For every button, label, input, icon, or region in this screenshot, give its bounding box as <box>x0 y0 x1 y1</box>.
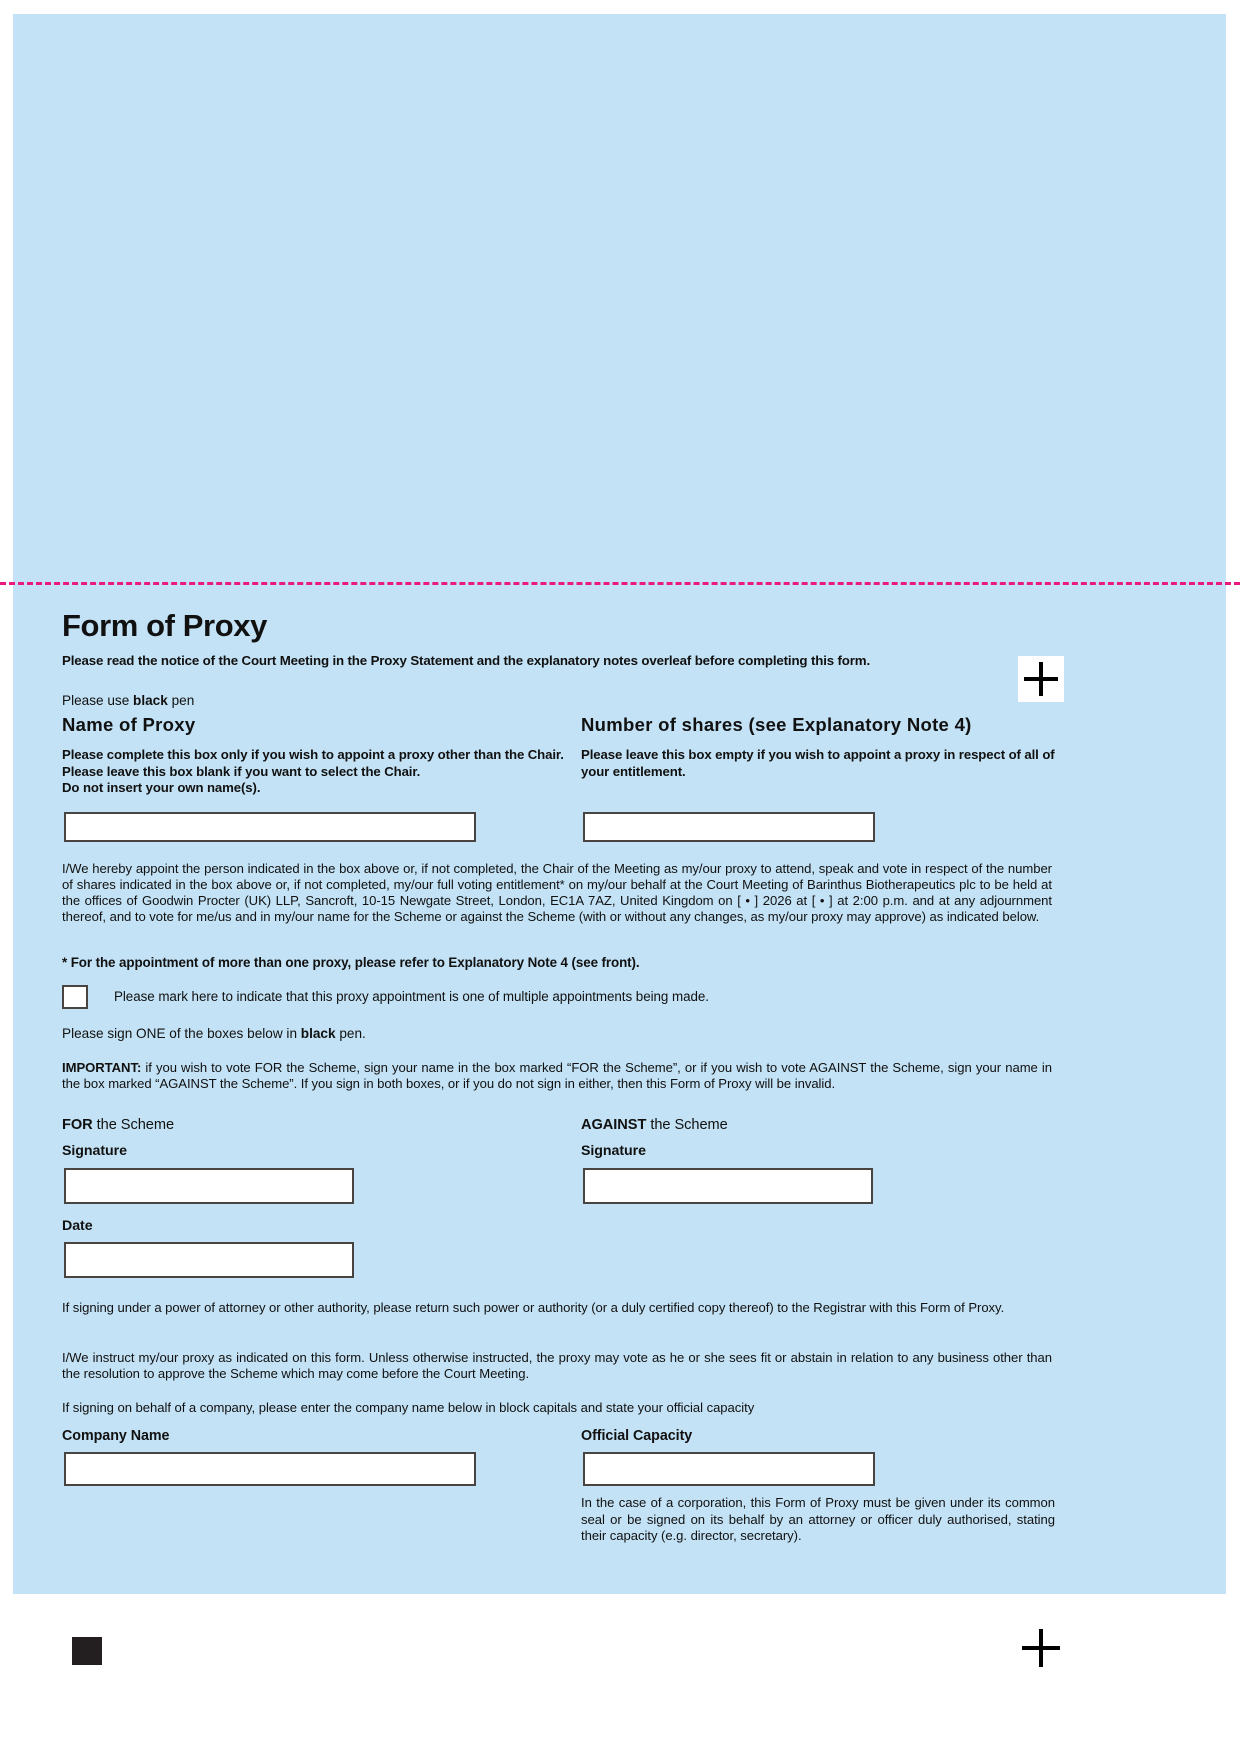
for-scheme-label <box>62 1117 174 1133</box>
name-of-proxy-section <box>62 714 582 797</box>
important-notice-text: if you wish to vote FOR the Scheme, sign your name in the box marked “FOR the Scheme”, or if you wish to vote AGAINST the Scheme, sign your name in the box marked “AGAINST the Scheme”. If you sign in both boxes, or if you do not sign in either, then this Form of Proxy will be invalid. <box>62 1060 1052 1091</box>
against-scheme-signature-input[interactable] <box>583 1168 873 1204</box>
corporation-note: In the case of a corporation, this Form of Proxy must be given under its common seal or be signed on its behalf by an attorney or officer duly authorised, stating their capacity (e.g. director, secretary). <box>581 1495 1055 1543</box>
power-of-attorney-note: If signing under a power of attorney or other authority, please return such power or authority (or a duly certified copy thereof) to the Registrar with this Form of Proxy. <box>62 1300 1005 1315</box>
pen-instruction-bold: black <box>133 693 168 708</box>
against-scheme-signature-label: Signature <box>581 1143 646 1159</box>
multiple-appointments-checkbox[interactable] <box>62 985 88 1009</box>
company-name-label: Company Name <box>62 1428 170 1444</box>
against-scheme-label <box>581 1117 728 1133</box>
important-notice-prefix: IMPORTANT: <box>62 1060 142 1075</box>
multiple-proxy-footnote: * For the appointment of more than one proxy, please refer to Explanatory Note 4 (see front). <box>62 955 640 970</box>
name-of-proxy-hint-line-3: Do not insert your own name(s). <box>62 780 261 795</box>
for-scheme-label-rest: the Scheme <box>92 1117 175 1133</box>
name-of-proxy-heading: Name of Proxy <box>62 714 196 735</box>
name-of-proxy-hints <box>62 747 582 797</box>
proxy-instruction-note: I/We instruct my/our proxy as indicated on this form. Unless otherwise instructed, the proxy may vote as he or she sees fit or abstain in relation to any business other than the resolution to approve the Scheme which may come before the Court Meeting. <box>62 1350 1052 1381</box>
official-capacity-input[interactable] <box>583 1452 875 1486</box>
against-scheme-label-bold: AGAINST <box>581 1117 647 1133</box>
form-subtitle: Please read the notice of the Court Meeting in the Proxy Statement and the explanatory notes overleaf before completing this form. <box>62 653 871 668</box>
name-of-proxy-hint-line-1: Please complete this box only if you wish to appoint a proxy other than the Chair. <box>62 747 564 762</box>
name-of-proxy-hint-line-2: Please leave this box blank if you want to select the Chair. <box>62 763 421 779</box>
official-capacity-label: Official Capacity <box>581 1428 693 1444</box>
multiple-appointments-row <box>62 985 1052 1009</box>
perforation-line <box>0 582 1240 585</box>
for-scheme-signature-label: Signature <box>62 1143 127 1159</box>
registration-square-mark <box>72 1637 102 1665</box>
sign-one-box-pre: Please sign ONE of the boxes below in <box>62 1026 301 1041</box>
for-scheme-label-bold: FOR <box>62 1117 93 1133</box>
for-scheme-signature-input[interactable] <box>64 1168 354 1204</box>
multiple-appointments-label: Please mark here to indicate that this proxy appointment is one of multiple appointments being made. <box>114 989 709 1004</box>
page-title: Form of Proxy <box>62 608 267 643</box>
pen-instruction <box>62 693 194 708</box>
pen-instruction-post: pen <box>167 693 195 708</box>
date-label: Date <box>62 1218 93 1234</box>
date-input[interactable] <box>64 1242 354 1278</box>
number-of-shares-hint: Please leave this box empty if you wish to appoint a proxy in respect of all of your entitlement. <box>581 747 1055 779</box>
number-of-shares-input[interactable] <box>583 812 875 842</box>
sign-one-box-bold: black <box>300 1026 336 1041</box>
appointment-paragraph: I/We hereby appoint the person indicated in the box above or, if not completed, the Chair of the Meeting as my/our proxy to attend, speak and vote in respect of the number of shares indicated in the box above or, if not completed, my/our full voting entitlement* on my/our behalf at the Court Meeting of Barinthus Biotherapeutics plc to be held at the offices of Goodwin Procter (UK) LLP, Sancroft, 10-15 Newgate Street, London, EC1A 7AZ, United Kingdom on [ • ] 2026 at [ • ] at 2:00 p.m. and at any adjournment thereof, and to vote for me/us and in my/our name for the Scheme or against the Scheme (with or without any changes, as my/our proxy may approve) as indicated below. <box>62 861 1052 924</box>
company-name-input[interactable] <box>64 1452 476 1486</box>
sign-one-box-post: pen. <box>335 1026 366 1041</box>
company-signing-note: If signing on behalf of a company, please enter the company name below in block capitals and state your official capacity <box>62 1400 755 1415</box>
number-of-shares-heading: Number of shares (see Explanatory Note 4) <box>581 714 972 735</box>
registration-plus-icon-bottom <box>1018 1625 1064 1671</box>
against-scheme-label-rest: the Scheme <box>646 1117 728 1133</box>
name-of-proxy-input[interactable] <box>64 812 476 842</box>
pen-instruction-pre: Please use <box>62 693 134 708</box>
sign-one-box-instruction <box>62 1026 366 1041</box>
number-of-shares-section <box>581 714 1061 780</box>
important-notice <box>62 1060 1052 1092</box>
